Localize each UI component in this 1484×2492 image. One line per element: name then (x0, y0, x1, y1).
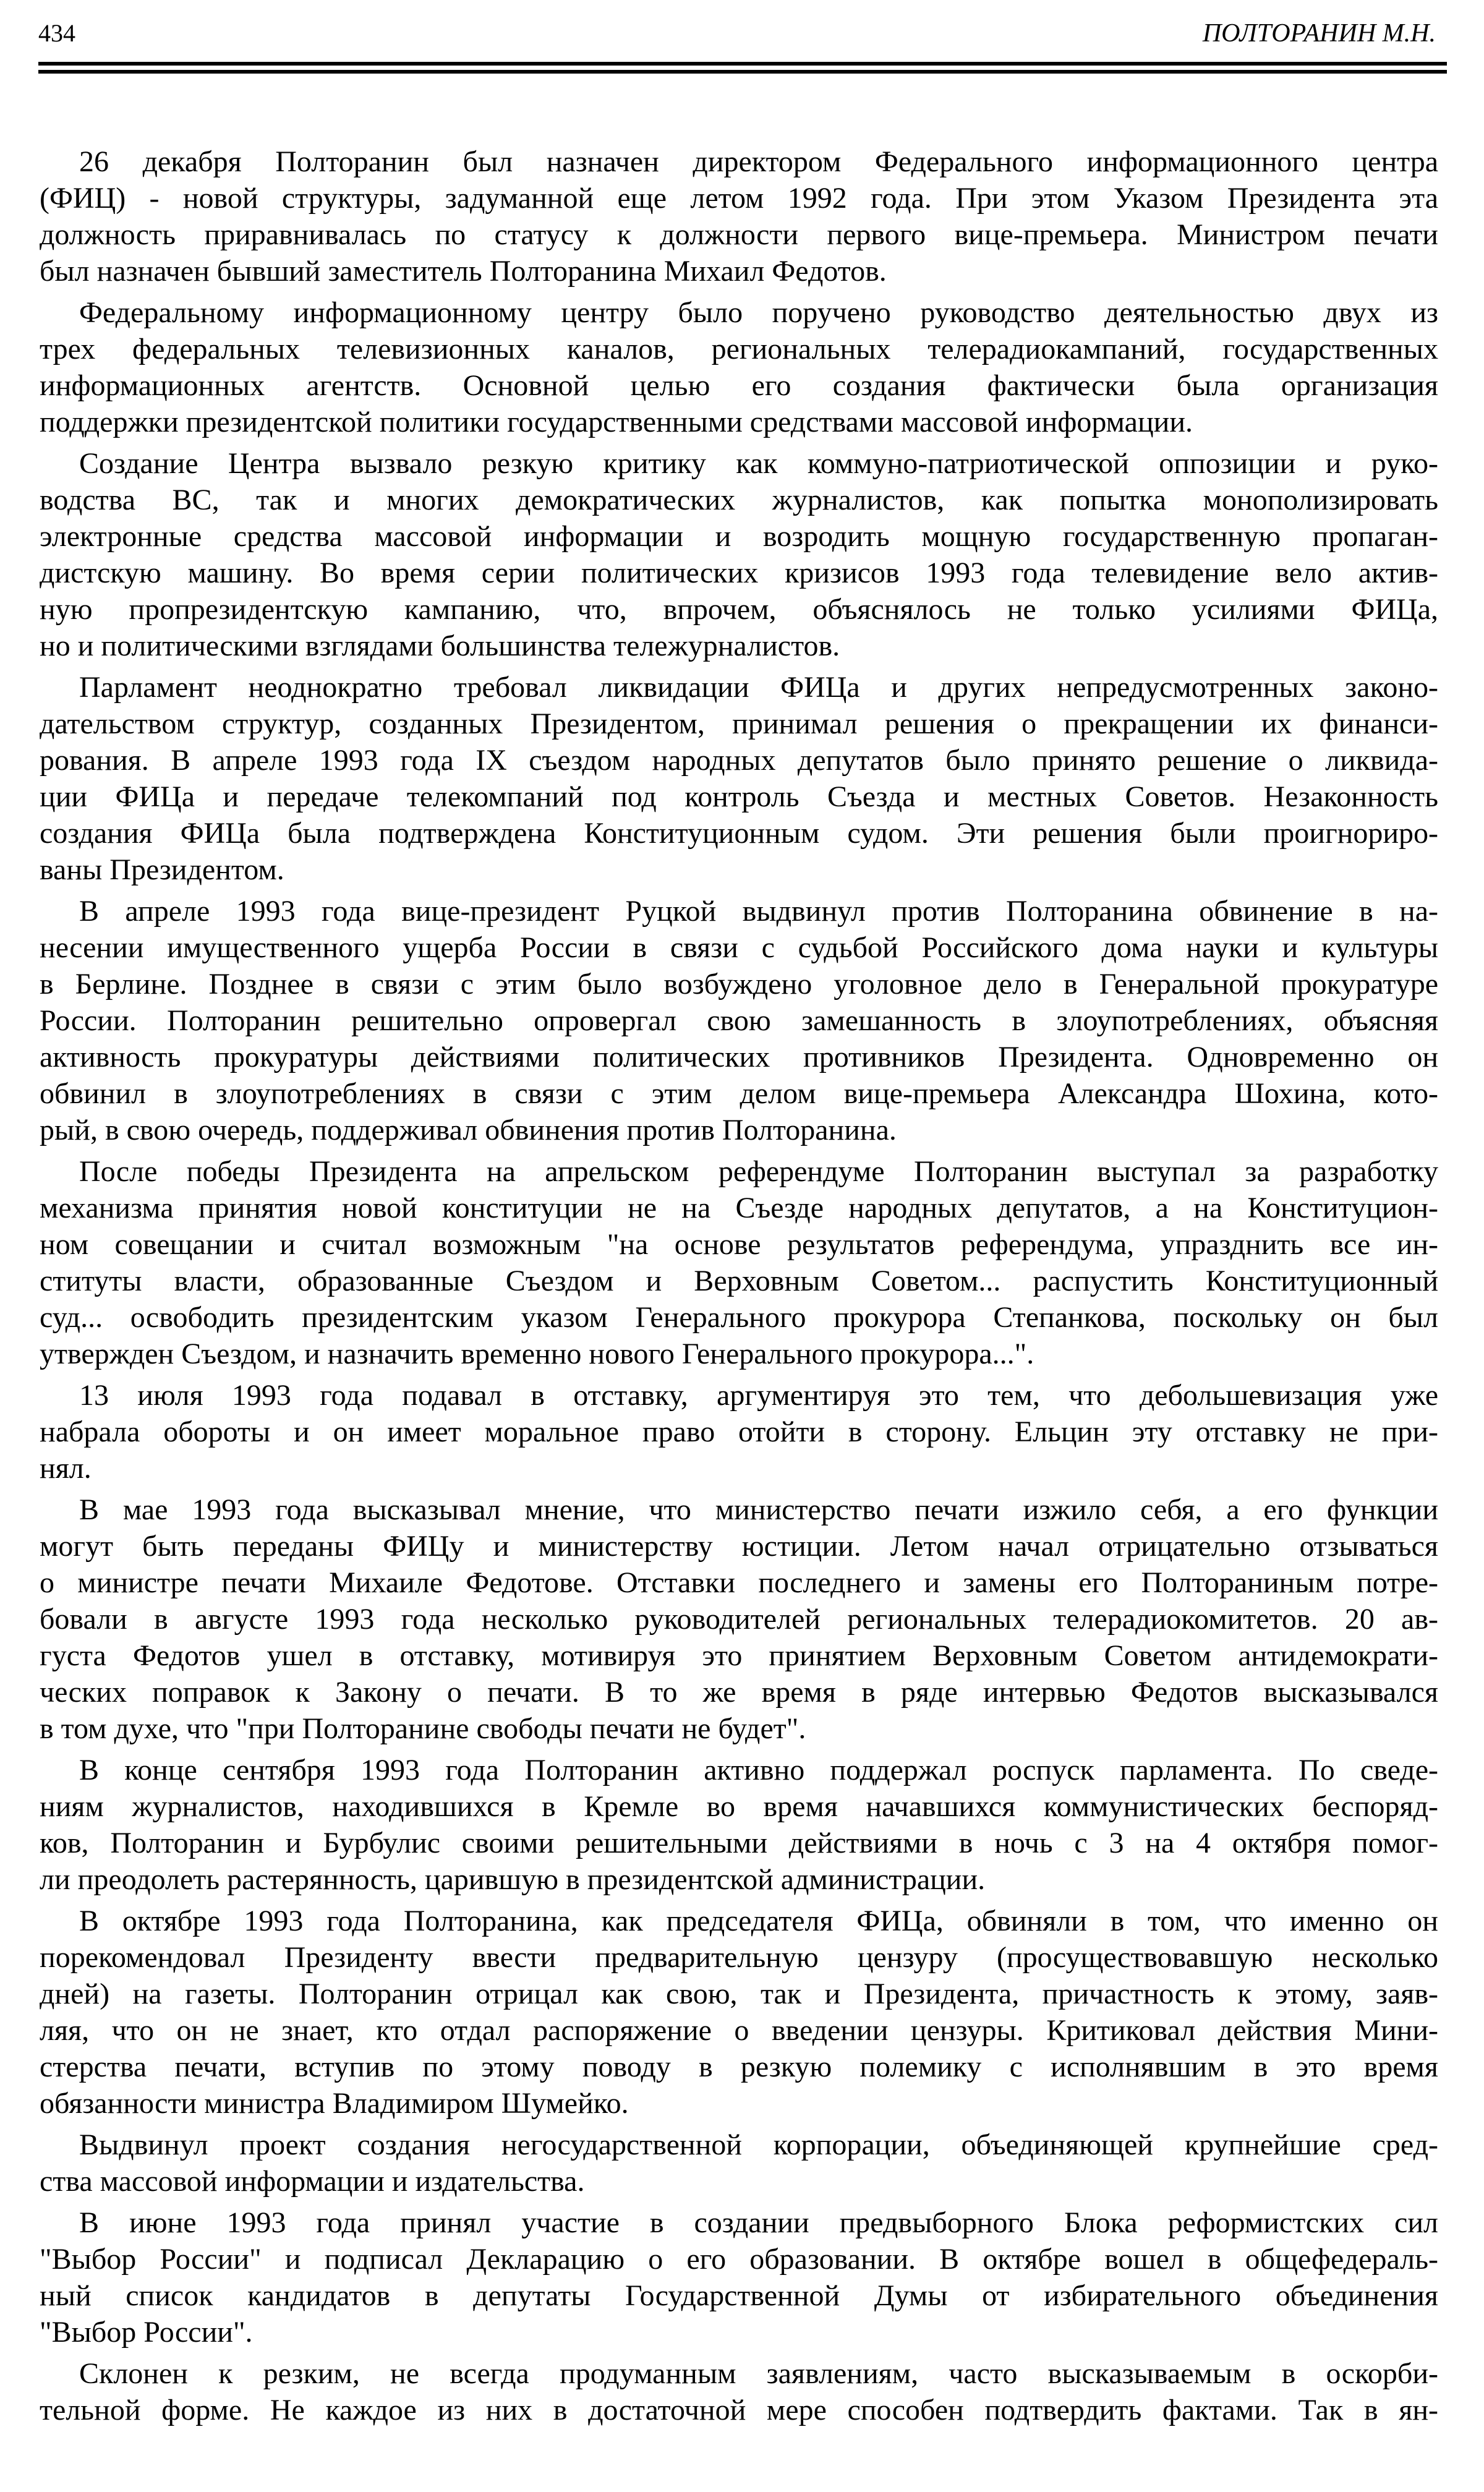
text-line: электронные средства массовой информации и возродить мощную государственную пропаган- (40, 520, 1438, 553)
paragraph (40, 1903, 1438, 2122)
text-line: "Выбор России" и подписал Декларацию о его образовании. В октябре вошел в общефедераль- (40, 2243, 1438, 2276)
paragraph (40, 143, 1438, 289)
paragraph (40, 893, 1438, 1148)
text-line: В октябре 1993 года Полторанина, как председателя ФИЦа, обвиняли в том, что именно он (79, 1905, 1438, 1937)
text-line: трех федеральных телевизионных каналов, региональных телерадиокампаний, государственных (40, 333, 1438, 365)
text-line: "Выбор России". (40, 2316, 253, 2349)
text-line: набрала обороты и он имеет моральное право отойти в сторону. Ельцин эту отставку не при- (40, 1415, 1438, 1448)
paragraph (40, 1153, 1438, 1372)
text-line: В мае 1993 года высказывал мнение, что министерство печати изжило себя, а его функции (79, 1493, 1438, 1526)
paragraph (40, 1377, 1438, 1487)
text-line: ваны Президентом. (40, 853, 284, 886)
paragraph (40, 294, 1438, 440)
text-line: суд... освободить президентским указом Генерального прокурора Степанкова, поскольку он был (40, 1301, 1438, 1334)
text-line: В июне 1993 года принял участие в создании предвыборного Блока реформистских сил (79, 2206, 1438, 2239)
text-line: в том духе, что "при Полторанине свободы печати не будет". (40, 1712, 806, 1745)
text-line: России. Полторанин решительно опровергал свою замешанность в злоупотреблениях, объясняя (40, 1004, 1438, 1037)
text-line: обвинил в злоупотреблениях в связи с этим делом вице-премьера Александра Шохина, кото- (40, 1077, 1438, 1110)
running-title: ПОЛТОРАНИН М.Н. (1202, 19, 1436, 48)
text-line: ли преодолеть растерянность, царившую в президентской администрации. (40, 1863, 986, 1896)
text-line: В конце сентября 1993 года Полторанин активно поддержал роспуск парламента. По сведе- (79, 1754, 1438, 1786)
text-line: ков, Полторанин и Бурбулис своими решительными действиями в ночь с 3 на 4 октября помог- (40, 1827, 1438, 1859)
text-line: дней) на газеты. Полторанин отрицал как свою, так и Президента, причастность к этому, заяв- (40, 1978, 1438, 2010)
text-line: рования. В апреле 1993 года IX съездом народных депутатов было принято решение о ликвида- (40, 744, 1438, 777)
header-rule-top (38, 62, 1447, 66)
text-line: утвержден Съездом, и назначить временно нового Генерального прокурора...". (40, 1338, 1034, 1370)
text-line: тельной форме. Не каждое из них в достаточной мере способен подтвердить фактами. Так в ян- (40, 2394, 1438, 2426)
paragraph (40, 669, 1438, 888)
text-line: ный список кандидатов в депутаты Государственной Думы от избирательного объединения (40, 2279, 1438, 2312)
text-line: После победы Президента на апрельском референдуме Полторанин выступал за разработку (79, 1155, 1438, 1188)
text-line: был назначен бывший заместитель Полторанина Михаил Федотов. (40, 255, 887, 288)
text-line: о министре печати Михаиле Федотове. Отставки последнего и замены его Полтораниным потре- (40, 1566, 1438, 1599)
text-line: активность прокуратуры действиями политических противников Президента. Одновременно он (40, 1041, 1438, 1073)
text-line: обязанности министра Владимиром Шумейко. (40, 2087, 629, 2120)
header-rule-bottom (38, 70, 1447, 74)
text-line: Создание Центра вызвало резкую критику как коммуно-патриотической оппозиции и руко- (79, 447, 1438, 480)
text-line: 13 июля 1993 года подавал в отставку, аргументируя это тем, что дебольшевизация уже (79, 1379, 1438, 1412)
text-line: ституты власти, образованные Съездом и Верховным Советом... распустить Конституционный (40, 1265, 1438, 1297)
paragraph (40, 2127, 1438, 2200)
text-line: но и политическими взглядами большинства тележурналистов. (40, 629, 840, 662)
text-line: могут быть переданы ФИЦу и министерству юстиции. Летом начал отрицательно отзываться (40, 1530, 1438, 1563)
page-number: 434 (38, 19, 75, 47)
text-line: Выдвинул проект создания негосударственной корпорации, объединяющей крупнейшие сред- (79, 2128, 1438, 2161)
text-line: механизма принятия новой конституции не на Съезде народных депутатов, а на Конституцион- (40, 1192, 1438, 1224)
paragraph (40, 2204, 1438, 2350)
text-line: Федеральному информационному центру было поручено руководство деятельностью двух из (79, 296, 1438, 329)
text-line: ции ФИЦа и передаче телекомпаний под контроль Съезда и местных Советов. Незаконность (40, 780, 1438, 813)
text-line: ства массовой информации и издательства. (40, 2165, 585, 2198)
text-line: должность приравнивалась по статусу к должности первого вице-премьера. Министром печати (40, 218, 1438, 251)
text-line: дательством структур, созданных Президентом, принимал решения о прекращении их финанси- (40, 707, 1438, 740)
text-line: ляя, что он не знает, кто отдал распоряжение о введении цензуры. Критиковал действия Мини- (40, 2014, 1438, 2047)
text-line: ную пропрезидентскую кампанию, что, впрочем, объяснялось не только усилиями ФИЦа, (40, 593, 1438, 626)
text-line: (ФИЦ) - новой структуры, задуманной еще летом 1992 года. При этом Указом Президента эта (40, 182, 1438, 215)
text-line: создания ФИЦа была подтверждена Конституционным судом. Эти решения были проигнориро- (40, 817, 1438, 850)
text-line: рый, в свою очередь, поддерживал обвинения против Полторанина. (40, 1114, 897, 1146)
text-line: дистскую машину. Во время серии политических кризисов 1993 года телевидение вело актив- (40, 557, 1438, 589)
text-line: несении имущественного ущерба России в связи с судьбой Российского дома науки и культуры (40, 931, 1438, 964)
article-body (40, 143, 1438, 2433)
text-line: В апреле 1993 года вице-президент Руцкой выдвинул против Полторанина обвинение в на- (79, 895, 1438, 928)
text-line: бовали в августе 1993 года несколько руководителей региональных телерадиокомитетов. 20 ав- (40, 1603, 1438, 1636)
text-line: в Берлине. Позднее в связи с этим было возбуждено уголовное дело в Генеральной прокуратуре (40, 968, 1438, 1001)
text-line: порекомендовал Президенту ввести предварительную цензуру (просуществовавшую несколько (40, 1941, 1438, 1974)
text-line: густа Федотов ушел в отставку, мотивируя это принятием Верховным Советом антидемократи- (40, 1639, 1438, 1672)
text-line: ниям журналистов, находившихся в Кремле во время начавшихся коммунистических беспоряд- (40, 1790, 1438, 1823)
text-line: Склонен к резким, не всегда продуманным заявлениям, часто высказываемым в оскорби- (79, 2357, 1438, 2390)
paragraph (40, 445, 1438, 664)
text-line: 26 декабря Полторанин был назначен директором Федерального информационного центра (79, 145, 1438, 178)
text-line: Парламент неоднократно требовал ликвидации ФИЦа и других непредусмотренных законо- (79, 671, 1438, 704)
text-line: ческих поправок к Закону о печати. В то же время в ряде интервью Федотов высказывался (40, 1676, 1438, 1709)
text-line: стерства печати, вступив по этому поводу в резкую полемику с исполнявшим в это время (40, 2050, 1438, 2083)
text-line: водства ВС, так и многих демократических журналистов, как попытка монополизировать (40, 484, 1438, 516)
paragraph (40, 2355, 1438, 2428)
paragraph (40, 1491, 1438, 1747)
paragraph (40, 1752, 1438, 1898)
text-line: ном совещании и считал возможным "на основе результатов референдума, упразднить все ин- (40, 1228, 1438, 1261)
text-line: поддержки президентской политики государственными средствами массовой информации. (40, 406, 1193, 438)
text-line: информационных агентств. Основной целью его создания фактически была организация (40, 369, 1438, 402)
text-line: нял. (40, 1452, 92, 1485)
